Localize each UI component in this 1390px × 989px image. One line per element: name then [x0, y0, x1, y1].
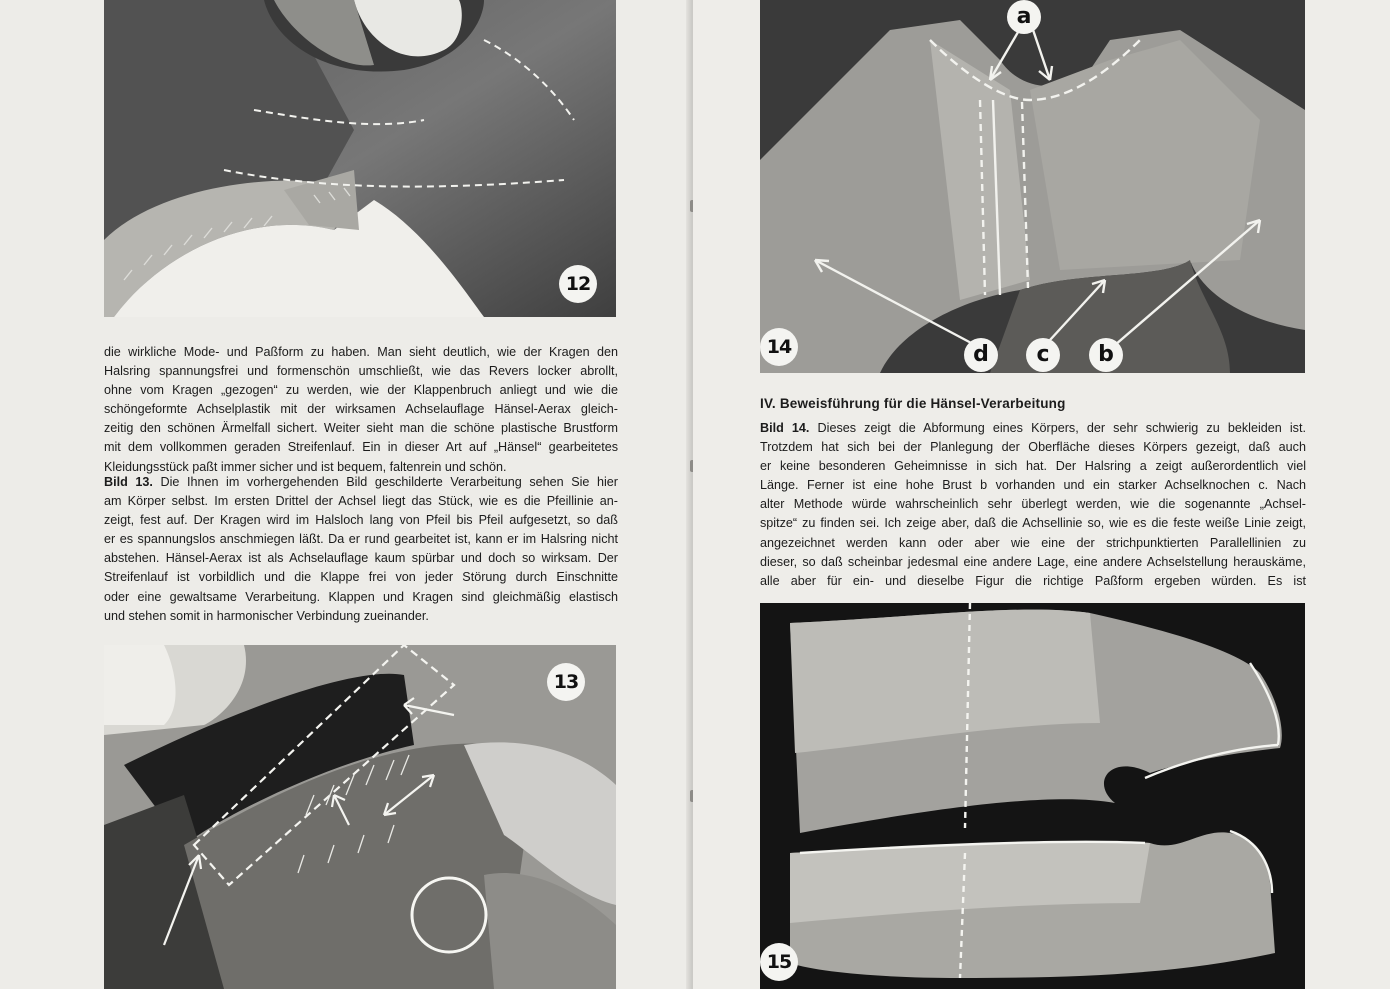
label-d: d	[964, 338, 998, 372]
text-line-rest: Die Ihnen im vorhergehenden Bild geschilderte Verarbeitung sehen Sie hier	[152, 475, 619, 489]
label-c: c	[1026, 338, 1060, 372]
text-line: alter Methode würde wahrscheinlich sehr überlegt werden, wie die sogenannte „Achsel-	[760, 497, 1306, 512]
text-line: Streifenlauf ist vorbildlich und die Klappe frei von jeder Störung durch Einschnitte	[104, 570, 618, 585]
photo-15-flat-pattern	[760, 603, 1305, 989]
bild-13-lead: Bild 13.	[104, 475, 153, 489]
text-line: Länge. Ferner ist eine hohe Brust b vorhanden und ein starker Achselknochen c. Nach	[760, 478, 1306, 493]
text-line: die wirkliche Mode- und Paßform zu haben. Man sieht deutlich, wie der Kragen den	[104, 345, 618, 359]
text-line	[104, 473, 618, 492]
bild-14-lead: Bild 14.	[760, 421, 810, 435]
text-line: Kleidungsstück paßt immer sicher und ist bequem, faltenrein und schön.	[104, 459, 507, 474]
text-line	[760, 419, 1306, 438]
left-paragraph-1	[104, 343, 618, 477]
text-line: Halsring spannungsfrei und formenschön umschließt, wie das Revers locker abrollt,	[104, 364, 618, 379]
figure-number-14: 14	[760, 328, 798, 366]
text-line: zeigt, fest auf. Der Kragen wird im Halsloch lang von Pfeil bis Pfeil aufgesetzt, so daß	[104, 513, 618, 528]
left-page	[0, 0, 693, 989]
text-line-rest: Dieses zeigt die Abformung eines Körpers, der sehr schwierig zu bekleiden ist.	[809, 421, 1306, 435]
figure-number-15: 15	[760, 943, 798, 981]
right-paragraph	[760, 419, 1306, 591]
text-line: alle aber für ein- und dieselbe Figur die richtige Paßform ergeben würden. Es ist	[760, 573, 1306, 588]
text-line: er es spannungslos anschmiegen läßt. Da er rund gearbeitet ist, kann er im Halsring nicht	[104, 532, 618, 547]
label-b: b	[1089, 338, 1123, 372]
section-heading: IV. Beweisführung für die Hänsel-Verarbeitung	[760, 396, 1066, 411]
text-line: angezeichnet werden kann oder aber wie eine der strichpunktierten Parallellinien zu	[760, 535, 1306, 550]
text-line: spitze“ zu finden sei. Ich zeige aber, daß die Achsellinie so, wie es die feste weiße Linie zeigt,	[760, 516, 1306, 531]
text-line: oder eine gewaltsame Verarbeitung. Klappen und Kragen sind gleichmäßig elastisch	[104, 589, 618, 604]
photo-13-collar-on-body	[104, 645, 616, 989]
text-line: schöngeformte Achselplastik mit der wirksamen Achselauflage Hänsel-Aerax gleich-	[104, 402, 618, 417]
photo-12-collar-detail	[104, 0, 616, 317]
figure-number-12: 12	[559, 265, 597, 303]
label-a: a	[1007, 0, 1041, 34]
text-line: zeitig den schönen Ärmelfall sichert. Weiter sieht man die schöne plastische Brustform	[104, 421, 618, 436]
text-line: mit dem vollkommen geraden Streifenlauf. Ein in dieser Art auf „Hänsel“ gearbeitetes	[104, 440, 618, 455]
text-line: abstehen. Hänsel-Aerax ist als Achselauflage kaum spürbar und doch so wirksam. Der	[104, 551, 618, 566]
photo-14-body-cast	[760, 0, 1305, 373]
figure-number-13: 13	[547, 663, 585, 701]
text-line: er keine besonderen Geheimnisse in sich hat. Der Halsring a zeigt außerordentlich viel	[760, 459, 1306, 474]
text-line: dieser, so daß scheinbar jedesmal eine andere Lage, eine andere Achselstellung herauskäme,	[760, 554, 1306, 569]
text-line: am Körper selbst. Im ersten Drittel der Achsel liegt das Stück, wie es die Pfeillinie an-	[104, 494, 618, 509]
text-line: ohne vom Kragen „gezogen“ zu werden, wie der Klappenbruch anliegt und wie die	[104, 383, 618, 398]
text-line: Trotzdem hat sich bei der Planlegung der Oberfläche dieses Körpers gezeigt, daß auch	[760, 440, 1306, 455]
text-line: und stehen somit in harmonischer Verbindung zueinander.	[104, 608, 429, 623]
left-paragraph-2	[104, 473, 618, 626]
